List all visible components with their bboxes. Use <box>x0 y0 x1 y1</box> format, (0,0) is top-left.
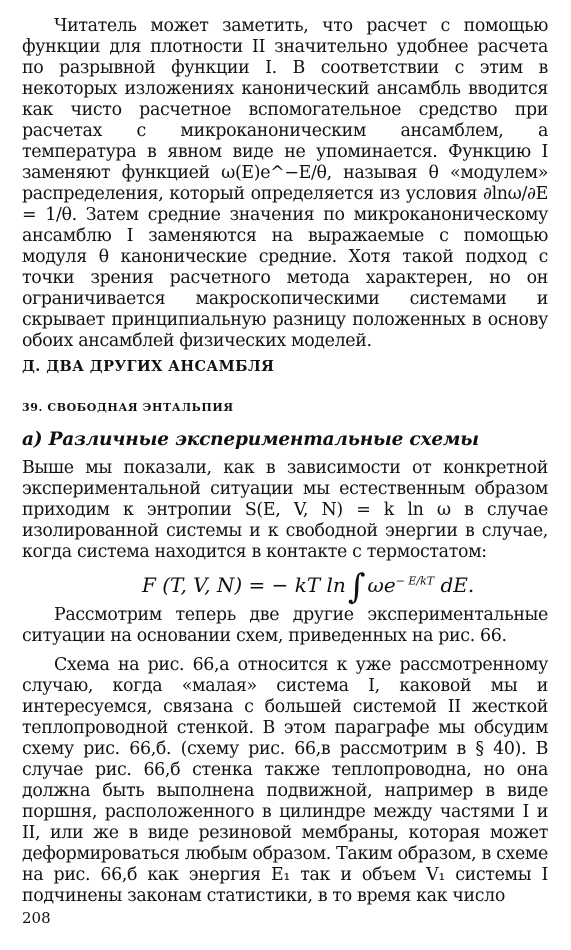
integral-sign: ∫ <box>347 567 366 607</box>
formula-lhs: F (T, V, N) = − kT ln <box>142 573 346 597</box>
paragraph-other-situations: Рассмотрим теперь две другие экспериментальные ситуации на основании схем, приведенных на рис. 66. <box>22 605 548 646</box>
formula-exponent: − E/kT <box>395 574 435 588</box>
formula-integrand: ωe <box>367 573 396 597</box>
subsection-item-heading: а) Различные экспериментальные схемы <box>22 429 479 450</box>
section-heading: Д. ДВА ДРУГИХ АНСАМБЛЯ <box>22 358 275 375</box>
paragraph-free-energy-intro: Выше мы показали, как в зависимости от конкретной экспериментальной ситуации мы естественным образом приходим к энтропии S(E, V, N) = k ln ω в случае изолированной системы и к свободной энергии в случае, когда система находится в контакте с термостатом: <box>22 458 548 562</box>
page-number: 208 <box>22 909 51 927</box>
paragraph-scheme-description: Схема на рис. 66,а относится к уже рассмотренному случаю, когда «малая» система I, каковой мы и интересуемся, связана с большей системой II жесткой теплопроводной стенкой. В этом параграфе мы обсудим схему рис. 66,б. (схему рис. 66,в рассмотрим в § 40). В случае рис. 66,б стенка также теплопроводна, но она должна быть выполнена подвижной, например в виде поршня, расположенного в цилиндре между частями I и II, или же в виде резиновой мембраны, которая может деформироваться любым образом. Таким образом, в схеме на рис. 66,б как энергия E₁ так и объем V₁ системы I подчинены законам статистики, в то время как число <box>22 655 548 906</box>
formula-tail: dE. <box>434 573 475 597</box>
subsection-heading: 39. СВОБОДНАЯ ЭНТАЛЬПИЯ <box>22 401 234 414</box>
paragraph-canonical-ensemble: Читатель может заметить, что расчет с помощью функции для плотности II значительно удобнее расчета по разрывной функции I. В соответствии с этим в некоторых изложениях канонический ансамбль вводится как чисто расчетное вспомогательное средство при расчетах с микроканоническим ансамблем, а температура в явном виде не упоминается. Функцию I заменяют функцией ω(E)e^−E/θ, называя θ «модулем» распределения, который определяется из условия ∂lnω/∂E = 1/θ. Затем средние значения по микроканоническому ансамблю I заменяются на выражаемые с помощью модуля θ канонические средние. Хотя такой подход с точки зрения расчетного метода характерен, но он ограничивается макроскопическими системами и скрывает принципиальную разницу положенных в основу обоих ансамблей физических моделей. <box>22 16 548 351</box>
free-energy-formula <box>142 567 474 607</box>
